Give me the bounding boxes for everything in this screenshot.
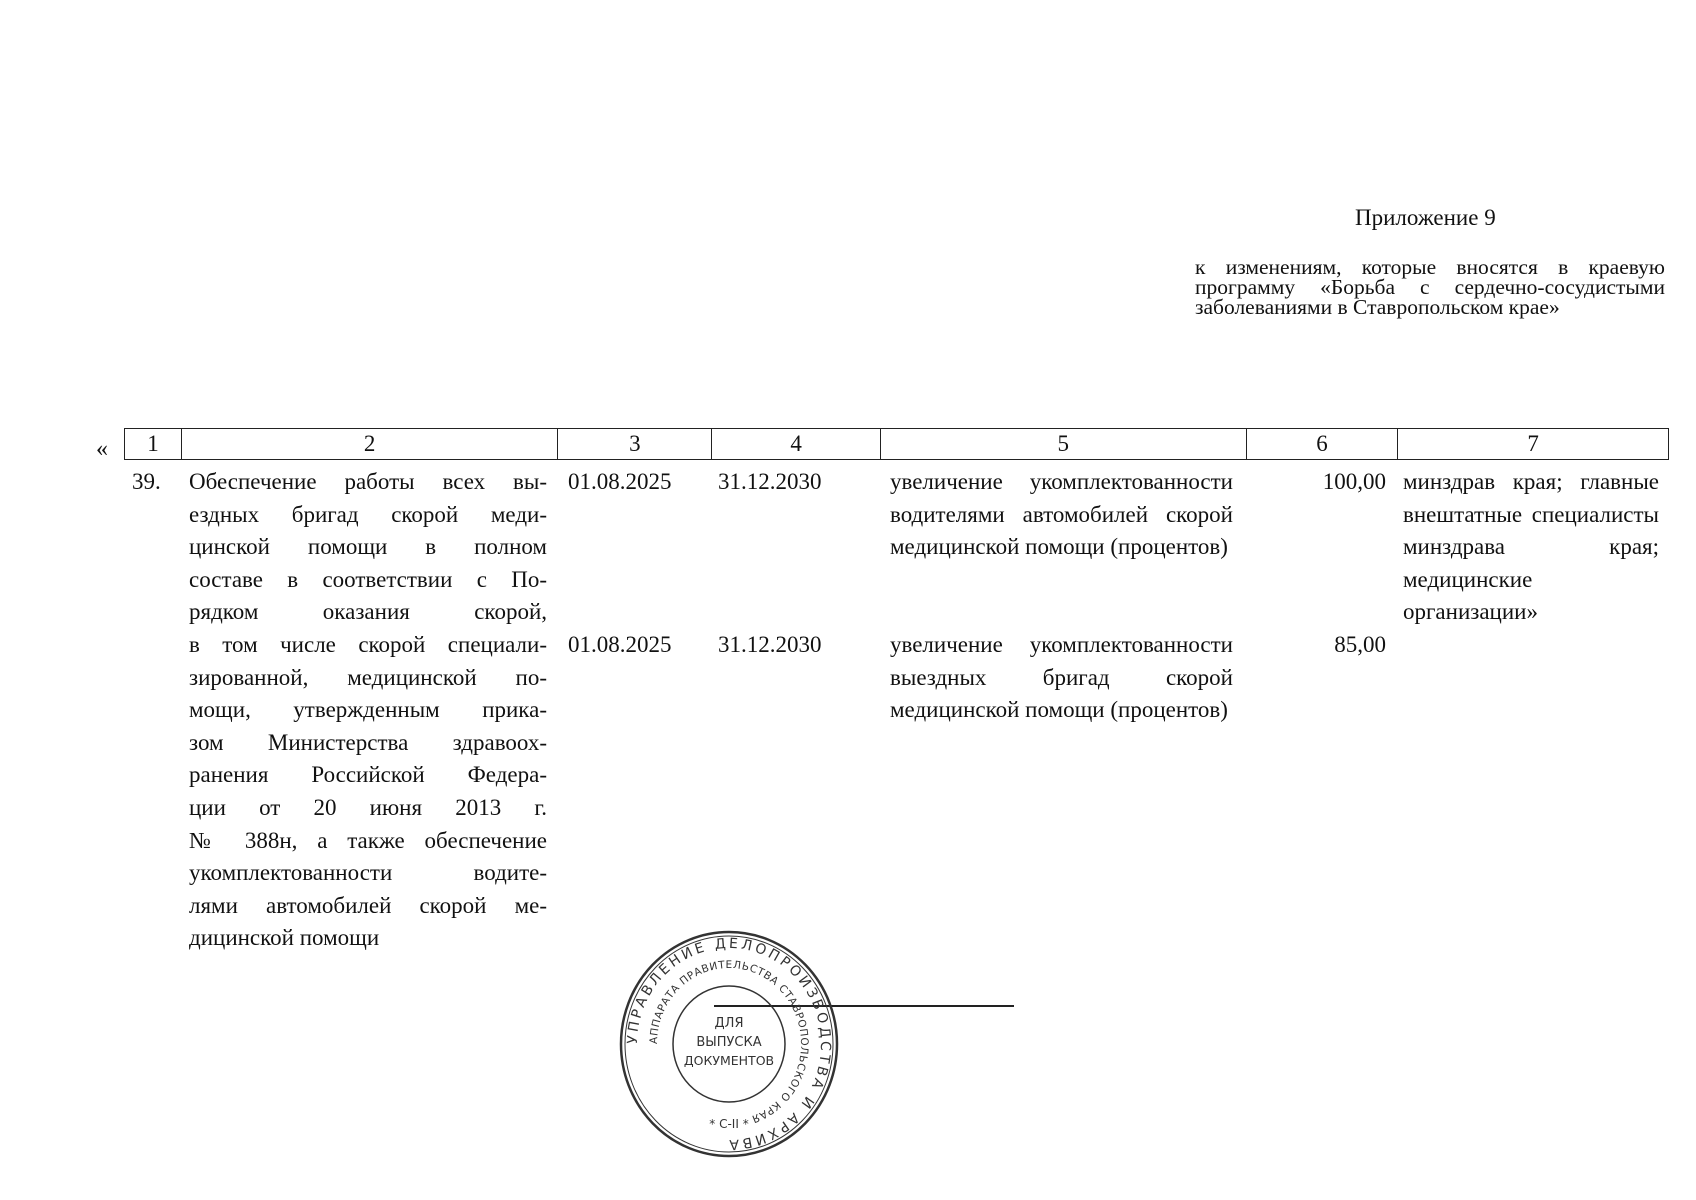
measure-line: Обеспечение работы всех вы- bbox=[189, 469, 547, 494]
quote-open-mark: « bbox=[96, 436, 108, 462]
measure-line: в том числе скорой специали- bbox=[189, 631, 547, 657]
measure-line: ции от 20 июня 2013 г. bbox=[189, 794, 547, 820]
column-header-1: 1 bbox=[125, 429, 182, 459]
svg-text:АППАРАТА ПРАВИТЕЛЬСТВА СТАВРОП: АППАРАТА ПРАВИТЕЛЬСТВА СТАВРОПОЛЬСКОГО КРАЯ bbox=[647, 958, 811, 1125]
indicator-2-start-date: 01.08.2025 bbox=[568, 632, 672, 657]
measure-line: зом Министерства здравоох- bbox=[189, 729, 547, 755]
indicator-1-text: увеличение укомплектованности водителями автомобилей скорой медицинской помощи (процентов) bbox=[890, 469, 1233, 560]
responsible-executors: минздрав края; главные внештатные специалисты минздрава края; медицинские организации» bbox=[1403, 469, 1659, 625]
measure-description bbox=[189, 466, 547, 955]
column-header-6: 6 bbox=[1247, 429, 1399, 459]
indicator-1-start-date: 01.08.2025 bbox=[568, 469, 672, 494]
measure-line: ездных бригад скорой меди- bbox=[189, 501, 547, 527]
measure-line: ранения Российской Федера- bbox=[189, 762, 547, 788]
indicator-2-text: увеличение укомплектованности выездных бригад скорой медицинской помощи (процентов) bbox=[890, 632, 1233, 723]
indicator-1-end-date: 31.12.2030 bbox=[718, 469, 822, 494]
measure-line: зированной, медицинской по- bbox=[189, 664, 547, 690]
svg-text:ВЫПУСКА: ВЫПУСКА bbox=[696, 1035, 762, 1050]
measure-line: лями автомобилей скорой ме- bbox=[189, 892, 547, 918]
indicator-2-end-date: 31.12.2030 bbox=[718, 632, 822, 657]
column-header-4: 4 bbox=[712, 429, 881, 459]
indicator-2-value: 85,00 bbox=[1334, 632, 1386, 657]
appendix-subtitle: к изменениям, которые вносятся в краевую программу «Борьба с сердечно-сосудистыми заболеваниями в Ставропольском крае» bbox=[1195, 255, 1665, 319]
column-header-5: 5 bbox=[881, 429, 1247, 459]
measure-line: мощи, утвержденным прика- bbox=[189, 697, 547, 723]
svg-text:ДЛЯ: ДЛЯ bbox=[714, 1016, 744, 1031]
column-header-2: 2 bbox=[182, 429, 559, 459]
svg-text:ДОКУМЕНТОВ: ДОКУМЕНТОВ bbox=[683, 1053, 775, 1068]
office-seal-stamp bbox=[618, 928, 840, 1160]
column-header-7: 7 bbox=[1527, 431, 1539, 456]
appendix-title: Приложение 9 bbox=[1355, 205, 1496, 230]
svg-text:УПРАВЛЕНИЕ ДЕЛОПРОИЗВОДСТВА И: УПРАВЛЕНИЕ ДЕЛОПРОИЗВОДСТВА И АРХИВА bbox=[624, 935, 834, 1153]
indicator-1-value: 100,00 bbox=[1322, 469, 1386, 494]
measure-line: составе в соответствии с По- bbox=[189, 566, 547, 592]
measure-line: № 388н, а также обеспечение bbox=[189, 827, 547, 853]
measure-line: укомплектованности водите- bbox=[189, 860, 547, 886]
svg-text:* С-II *: * С-II * bbox=[709, 1117, 749, 1131]
measure-line: дицинской помощи bbox=[189, 925, 380, 951]
column-header-3: 3 bbox=[558, 429, 712, 459]
measure-line: рядком оказания скорой, bbox=[189, 599, 547, 625]
measure-line: цинской помощи в полном bbox=[189, 534, 547, 560]
table-header-row bbox=[124, 428, 1669, 460]
row-number: 39. bbox=[132, 469, 161, 494]
